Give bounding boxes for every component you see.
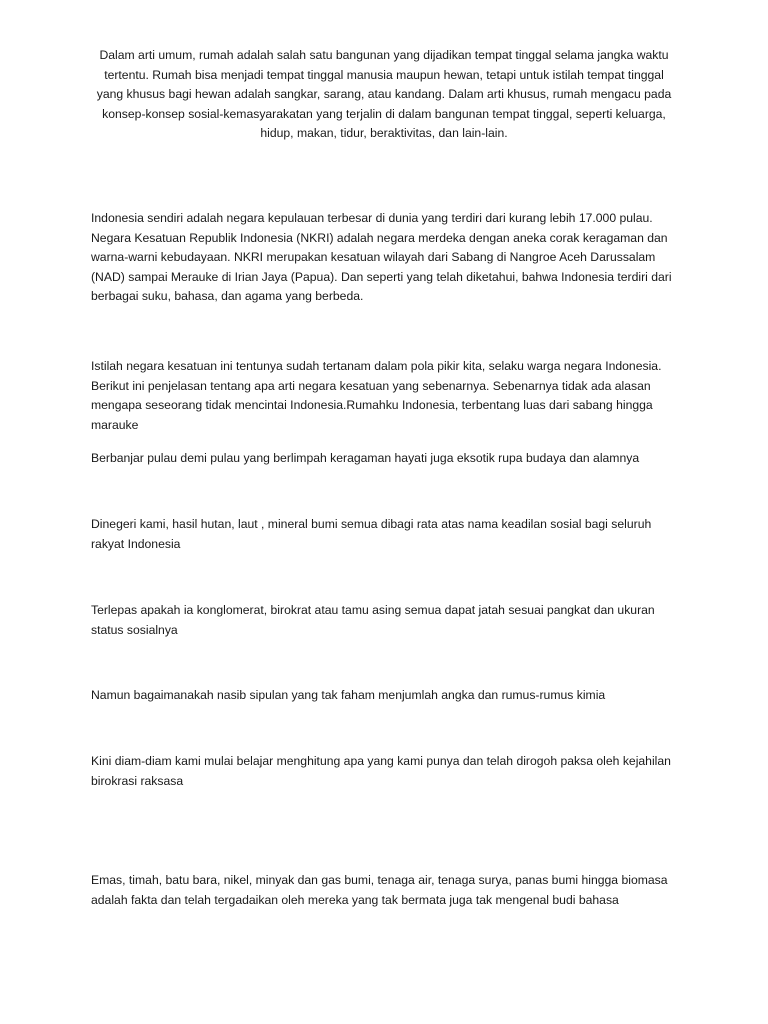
paragraph-namun: Namun bagaimanakah nasib sipulan yang tak faham menjumlah angka dan rumus-rumus kimia <box>91 688 606 702</box>
paragraph-terlepas: Terlepas apakah ia konglomerat, birokrat atau tamu asing semua dapat jatah sesuai pangkat dan ukuran status sosialnya <box>91 603 655 637</box>
paragraph-kini: Kini diam-diam kami mulai belajar menghitung apa yang kami punya dan telah dirogoh paksa oleh kejahilan birokrasi raksasa <box>91 754 671 788</box>
paragraph-emas: Emas, timah, batu bara, nikel, minyak dan gas bumi, tenaga air, tenaga surya, panas bumi hingga biomasa adalah fakta dan telah tergadaikan oleh mereka yang tak bermata juga tak mengenal budi bahasa <box>91 873 668 907</box>
paragraph-indonesia: Indonesia sendiri adalah negara kepulauan terbesar di dunia yang terdiri dari kurang lebih 17.000 pulau. Negara Kesatuan Republik Indonesia (NKRI) adalah negara merdeka dengan aneka corak keragaman dan warna-warni kebudayaan. NKRI merupakan kesatuan wilayah dari Sabang di Nangroe Aceh Darussalam (NAD) sampai Merauke di Irian Jaya (Papua). Dan seperti yang telah diketahui, bahwa Indonesia terdiri dari berbagai suku, bahasa, dan agama yang berbeda. <box>91 211 672 304</box>
paragraph-negara-kesatuan: Istilah negara kesatuan ini tentunya sudah tertanam dalam pola pikir kita, selaku warga negara Indonesia. Berikut ini penjelasan tentang apa arti negara kesatuan yang sebenarnya. Sebenarnya tidak ada alasan mengapa seseorang tidak mencintai Indonesia.Rumahku Indonesia, terbentang luas dari sabang hingga marauke <box>91 359 662 432</box>
paragraph-dinegeri: Dinegeri kami, hasil hutan, laut , mineral bumi semua dibagi rata atas nama keadilan sosial bagi seluruh rakyat Indonesia <box>91 517 652 551</box>
paragraph-berbanjar: Berbanjar pulau demi pulau yang berlimpah keragaman hayati juga eksotik rupa budaya dan alamnya <box>91 451 640 465</box>
paragraph-intro-rumah: Dalam arti umum, rumah adalah salah satu bangunan yang dijadikan tempat tinggal selama jangka waktu tertentu. Rumah bisa menjadi tempat tinggal manusia maupun hewan, tetapi untuk istilah tempat tinggal yang khusus bagi hewan adalah sangkar, sarang, atau kandang. Dalam arti khusus, rumah mengacu pada konsep-konsep sosial-kemasyarakatan yang terjalin di dalam bangunan tempat tinggal, seperti keluarga, hidup, makan, tidur, beraktivitas, dan lain-lain. <box>96 48 672 141</box>
